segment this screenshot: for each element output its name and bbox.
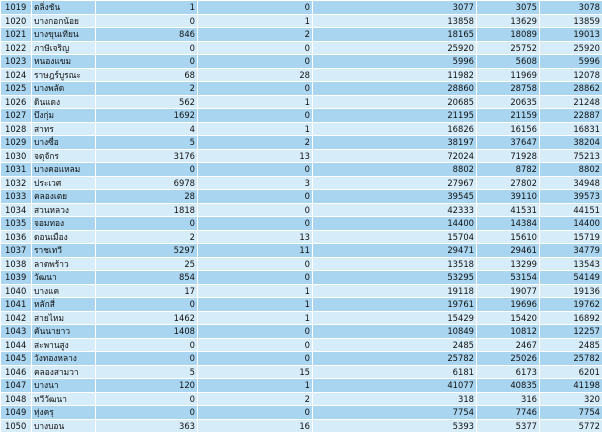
district-code-cell: 1041 — [1, 298, 32, 312]
district-code-cell: 1033 — [1, 190, 32, 204]
value-e-cell: 14400 — [540, 217, 602, 231]
district-name-cell: หลักสี่ — [32, 298, 96, 312]
value-d-cell: 6173 — [477, 365, 540, 379]
value-b-cell: 0 — [198, 109, 313, 123]
value-b-cell: 0 — [198, 257, 313, 271]
district-name-cell: ดอนเมือง — [32, 230, 96, 244]
district-code-cell: 1022 — [1, 41, 32, 55]
value-a-cell: 363 — [96, 419, 198, 433]
district-name-cell: บางคอแหลม — [32, 163, 96, 177]
value-d-cell: 28758 — [477, 82, 540, 96]
value-b-cell: 0 — [198, 41, 313, 55]
value-c-cell: 14400 — [313, 217, 477, 231]
district-code-cell: 1048 — [1, 392, 32, 406]
table-row — [1, 41, 602, 55]
value-e-cell: 19136 — [540, 284, 602, 298]
value-e-cell: 5996 — [540, 55, 602, 69]
value-d-cell: 14384 — [477, 217, 540, 231]
value-e-cell: 44151 — [540, 203, 602, 217]
table-row — [1, 55, 602, 69]
value-a-cell: 562 — [96, 95, 198, 109]
value-d-cell: 13299 — [477, 257, 540, 271]
value-d-cell: 5608 — [477, 55, 540, 69]
table-row — [1, 230, 602, 244]
district-name-cell: ภาษีเจริญ — [32, 41, 96, 55]
value-c-cell: 72024 — [313, 149, 477, 163]
district-code-cell: 1030 — [1, 149, 32, 163]
value-c-cell: 6181 — [313, 365, 477, 379]
value-d-cell: 16156 — [477, 122, 540, 136]
value-e-cell: 28862 — [540, 82, 602, 96]
value-b-cell: 0 — [198, 338, 313, 352]
table-row — [1, 284, 602, 298]
district-name-cell: ดินแดง — [32, 95, 96, 109]
value-a-cell: 17 — [96, 284, 198, 298]
value-e-cell: 25782 — [540, 352, 602, 366]
value-c-cell: 318 — [313, 392, 477, 406]
value-a-cell: 120 — [96, 379, 198, 393]
district-name-cell: สะพานสูง — [32, 338, 96, 352]
district-name-cell: ตลิ่งชัน — [32, 1, 96, 15]
value-a-cell: 28 — [96, 190, 198, 204]
value-c-cell: 25920 — [313, 41, 477, 55]
district-name-cell: ลาดพร้าว — [32, 257, 96, 271]
district-name-cell: คลองเตย — [32, 190, 96, 204]
table-row — [1, 271, 602, 285]
value-c-cell: 5393 — [313, 419, 477, 433]
district-name-cell: ทุ่งครุ — [32, 406, 96, 420]
district-name-cell: จอมทอง — [32, 217, 96, 231]
value-c-cell: 38197 — [313, 136, 477, 150]
value-a-cell: 854 — [96, 271, 198, 285]
district-code-cell: 1032 — [1, 176, 32, 190]
value-c-cell: 3077 — [313, 1, 477, 15]
value-e-cell: 19013 — [540, 28, 602, 42]
district-code-cell: 1044 — [1, 338, 32, 352]
table-row — [1, 257, 602, 271]
district-name-cell: บางกอกน้อย — [32, 14, 96, 28]
table-row — [1, 352, 602, 366]
value-d-cell: 41531 — [477, 203, 540, 217]
table-row — [1, 176, 602, 190]
value-b-cell: 13 — [198, 230, 313, 244]
district-code-cell: 1040 — [1, 284, 32, 298]
value-e-cell: 13859 — [540, 14, 602, 28]
district-name-cell: บางขุนเทียน — [32, 28, 96, 42]
table-row — [1, 149, 602, 163]
value-c-cell: 18165 — [313, 28, 477, 42]
table-row — [1, 406, 602, 420]
value-b-cell: 0 — [198, 271, 313, 285]
value-e-cell: 38204 — [540, 136, 602, 150]
district-code-cell: 1050 — [1, 419, 32, 433]
value-c-cell: 5996 — [313, 55, 477, 69]
value-c-cell: 15429 — [313, 311, 477, 325]
value-a-cell: 1462 — [96, 311, 198, 325]
value-e-cell: 6201 — [540, 365, 602, 379]
value-c-cell: 28860 — [313, 82, 477, 96]
district-name-cell: ทวีวัฒนา — [32, 392, 96, 406]
district-code-cell: 1034 — [1, 203, 32, 217]
value-d-cell: 15610 — [477, 230, 540, 244]
district-code-cell: 1042 — [1, 311, 32, 325]
value-b-cell: 3 — [198, 176, 313, 190]
value-b-cell: 0 — [198, 55, 313, 69]
value-c-cell: 13858 — [313, 14, 477, 28]
value-c-cell: 53295 — [313, 271, 477, 285]
value-d-cell: 19696 — [477, 298, 540, 312]
value-d-cell: 20635 — [477, 95, 540, 109]
value-c-cell: 42333 — [313, 203, 477, 217]
value-b-cell: 16 — [198, 419, 313, 433]
value-a-cell: 0 — [96, 14, 198, 28]
district-name-cell: คลองสามวา — [32, 365, 96, 379]
value-d-cell: 2467 — [477, 338, 540, 352]
value-d-cell: 18089 — [477, 28, 540, 42]
value-d-cell: 19077 — [477, 284, 540, 298]
value-b-cell: 1 — [198, 379, 313, 393]
value-e-cell: 34948 — [540, 176, 602, 190]
value-e-cell: 75213 — [540, 149, 602, 163]
value-b-cell: 15 — [198, 365, 313, 379]
district-name-cell: ประเวศ — [32, 176, 96, 190]
district-name-cell: บางแค — [32, 284, 96, 298]
value-d-cell: 316 — [477, 392, 540, 406]
value-e-cell: 320 — [540, 392, 602, 406]
value-b-cell: 1 — [198, 311, 313, 325]
table-row — [1, 298, 602, 312]
value-e-cell: 7754 — [540, 406, 602, 420]
value-d-cell: 25026 — [477, 352, 540, 366]
table-row — [1, 190, 602, 204]
table-row — [1, 82, 602, 96]
value-c-cell: 2485 — [313, 338, 477, 352]
value-a-cell: 0 — [96, 41, 198, 55]
table-row — [1, 325, 602, 339]
table-row — [1, 244, 602, 258]
district-code-cell: 1021 — [1, 28, 32, 42]
value-b-cell: 0 — [198, 163, 313, 177]
district-name-cell: ราษฎร์บูรณะ — [32, 68, 96, 82]
table-row — [1, 419, 602, 433]
district-name-cell: หนองแขม — [32, 55, 96, 69]
value-a-cell: 0 — [96, 352, 198, 366]
value-b-cell: 0 — [198, 190, 313, 204]
value-a-cell: 6978 — [96, 176, 198, 190]
value-c-cell: 19118 — [313, 284, 477, 298]
district-name-cell: สายไหม — [32, 311, 96, 325]
value-a-cell: 5 — [96, 365, 198, 379]
table-row — [1, 109, 602, 123]
table-row — [1, 311, 602, 325]
table-row — [1, 95, 602, 109]
district-name-cell: สวนหลวง — [32, 203, 96, 217]
district-code-cell: 1035 — [1, 217, 32, 231]
district-code-cell: 1037 — [1, 244, 32, 258]
district-code-cell: 1038 — [1, 257, 32, 271]
value-a-cell: 0 — [96, 406, 198, 420]
district-code-cell: 1019 — [1, 1, 32, 15]
value-a-cell: 2 — [96, 82, 198, 96]
value-e-cell: 3078 — [540, 1, 602, 15]
value-d-cell: 5377 — [477, 419, 540, 433]
value-b-cell: 0 — [198, 406, 313, 420]
value-d-cell: 13629 — [477, 14, 540, 28]
table-row — [1, 203, 602, 217]
value-d-cell: 8782 — [477, 163, 540, 177]
table-row — [1, 379, 602, 393]
value-e-cell: 54149 — [540, 271, 602, 285]
value-e-cell: 16831 — [540, 122, 602, 136]
value-a-cell: 0 — [96, 217, 198, 231]
value-b-cell: 1 — [198, 284, 313, 298]
value-b-cell: 1 — [198, 14, 313, 28]
district-name-cell: สาทร — [32, 122, 96, 136]
value-e-cell: 8802 — [540, 163, 602, 177]
district-code-cell: 1046 — [1, 365, 32, 379]
value-b-cell: 28 — [198, 68, 313, 82]
value-d-cell: 15420 — [477, 311, 540, 325]
value-c-cell: 29471 — [313, 244, 477, 258]
value-c-cell: 8802 — [313, 163, 477, 177]
value-c-cell: 39545 — [313, 190, 477, 204]
district-name-cell: วังทองหลาง — [32, 352, 96, 366]
value-d-cell: 10812 — [477, 325, 540, 339]
value-b-cell: 0 — [198, 203, 313, 217]
value-d-cell: 29461 — [477, 244, 540, 258]
value-b-cell: 2 — [198, 28, 313, 42]
value-b-cell: 2 — [198, 136, 313, 150]
table-row — [1, 68, 602, 82]
district-code-cell: 1039 — [1, 271, 32, 285]
value-b-cell: 1 — [198, 298, 313, 312]
value-e-cell: 39573 — [540, 190, 602, 204]
table-body — [1, 1, 602, 433]
table-row — [1, 217, 602, 231]
district-name-cell: บางซื่อ — [32, 136, 96, 150]
value-c-cell: 19761 — [313, 298, 477, 312]
value-d-cell: 53154 — [477, 271, 540, 285]
district-name-cell: บางบอน — [32, 419, 96, 433]
value-d-cell: 37647 — [477, 136, 540, 150]
value-a-cell: 1692 — [96, 109, 198, 123]
district-code-cell: 1036 — [1, 230, 32, 244]
district-name-cell: บึงกุ่ม — [32, 109, 96, 123]
table-row — [1, 1, 602, 15]
district-code-cell: 1047 — [1, 379, 32, 393]
table-row — [1, 338, 602, 352]
value-a-cell: 5297 — [96, 244, 198, 258]
value-e-cell: 21248 — [540, 95, 602, 109]
value-d-cell: 25752 — [477, 41, 540, 55]
district-code-cell: 1029 — [1, 136, 32, 150]
value-a-cell: 5 — [96, 136, 198, 150]
table-row — [1, 14, 602, 28]
value-b-cell: 11 — [198, 244, 313, 258]
value-d-cell: 27802 — [477, 176, 540, 190]
value-e-cell: 15719 — [540, 230, 602, 244]
value-a-cell: 0 — [96, 163, 198, 177]
value-e-cell: 19762 — [540, 298, 602, 312]
value-e-cell: 5772 — [540, 419, 602, 433]
value-e-cell: 12078 — [540, 68, 602, 82]
district-code-cell: 1025 — [1, 82, 32, 96]
value-b-cell: 1 — [198, 122, 313, 136]
value-c-cell: 25782 — [313, 352, 477, 366]
value-b-cell: 0 — [198, 325, 313, 339]
value-b-cell: 0 — [198, 352, 313, 366]
value-c-cell: 27967 — [313, 176, 477, 190]
value-a-cell: 846 — [96, 28, 198, 42]
value-b-cell: 2 — [198, 392, 313, 406]
value-b-cell: 0 — [198, 1, 313, 15]
value-e-cell: 13543 — [540, 257, 602, 271]
value-d-cell: 3075 — [477, 1, 540, 15]
value-e-cell: 2485 — [540, 338, 602, 352]
value-e-cell: 22887 — [540, 109, 602, 123]
district-code-cell: 1045 — [1, 352, 32, 366]
value-c-cell: 10849 — [313, 325, 477, 339]
value-e-cell: 16892 — [540, 311, 602, 325]
value-a-cell: 68 — [96, 68, 198, 82]
value-d-cell: 40835 — [477, 379, 540, 393]
value-b-cell: 0 — [198, 217, 313, 231]
value-c-cell: 41077 — [313, 379, 477, 393]
table-row — [1, 392, 602, 406]
value-a-cell: 3176 — [96, 149, 198, 163]
value-e-cell: 34779 — [540, 244, 602, 258]
value-d-cell: 21159 — [477, 109, 540, 123]
value-e-cell: 25920 — [540, 41, 602, 55]
value-b-cell: 13 — [198, 149, 313, 163]
district-code-cell: 1026 — [1, 95, 32, 109]
value-c-cell: 16826 — [313, 122, 477, 136]
value-c-cell: 11982 — [313, 68, 477, 82]
district-code-cell: 1023 — [1, 55, 32, 69]
value-c-cell: 20685 — [313, 95, 477, 109]
value-a-cell: 1 — [96, 1, 198, 15]
value-a-cell: 0 — [96, 392, 198, 406]
value-a-cell: 1818 — [96, 203, 198, 217]
table-row — [1, 136, 602, 150]
value-a-cell: 0 — [96, 338, 198, 352]
district-code-cell: 1027 — [1, 109, 32, 123]
value-a-cell: 0 — [96, 298, 198, 312]
table-row — [1, 28, 602, 42]
value-d-cell: 71928 — [477, 149, 540, 163]
table-row — [1, 122, 602, 136]
district-code-cell: 1020 — [1, 14, 32, 28]
district-name-cell: จตุจักร — [32, 149, 96, 163]
table-row — [1, 163, 602, 177]
district-name-cell: ราชเทวี — [32, 244, 96, 258]
value-a-cell: 25 — [96, 257, 198, 271]
district-code-cell: 1031 — [1, 163, 32, 177]
value-e-cell: 12257 — [540, 325, 602, 339]
district-name-cell: บางนา — [32, 379, 96, 393]
district-code-cell: 1049 — [1, 406, 32, 420]
value-a-cell: 1408 — [96, 325, 198, 339]
table-row — [1, 365, 602, 379]
district-code-cell: 1028 — [1, 122, 32, 136]
value-e-cell: 41198 — [540, 379, 602, 393]
value-b-cell: 0 — [198, 82, 313, 96]
value-d-cell: 7746 — [477, 406, 540, 420]
value-a-cell: 4 — [96, 122, 198, 136]
value-c-cell: 21195 — [313, 109, 477, 123]
value-a-cell: 2 — [96, 230, 198, 244]
district-code-cell: 1024 — [1, 68, 32, 82]
value-b-cell: 1 — [198, 95, 313, 109]
district-name-cell: บางพลัด — [32, 82, 96, 96]
value-c-cell: 7754 — [313, 406, 477, 420]
district-name-cell: คันนายาว — [32, 325, 96, 339]
value-c-cell: 15704 — [313, 230, 477, 244]
district-code-cell: 1043 — [1, 325, 32, 339]
value-d-cell: 39110 — [477, 190, 540, 204]
value-d-cell: 11969 — [477, 68, 540, 82]
value-c-cell: 13518 — [313, 257, 477, 271]
district-name-cell: วัฒนา — [32, 271, 96, 285]
value-a-cell: 0 — [96, 55, 198, 69]
